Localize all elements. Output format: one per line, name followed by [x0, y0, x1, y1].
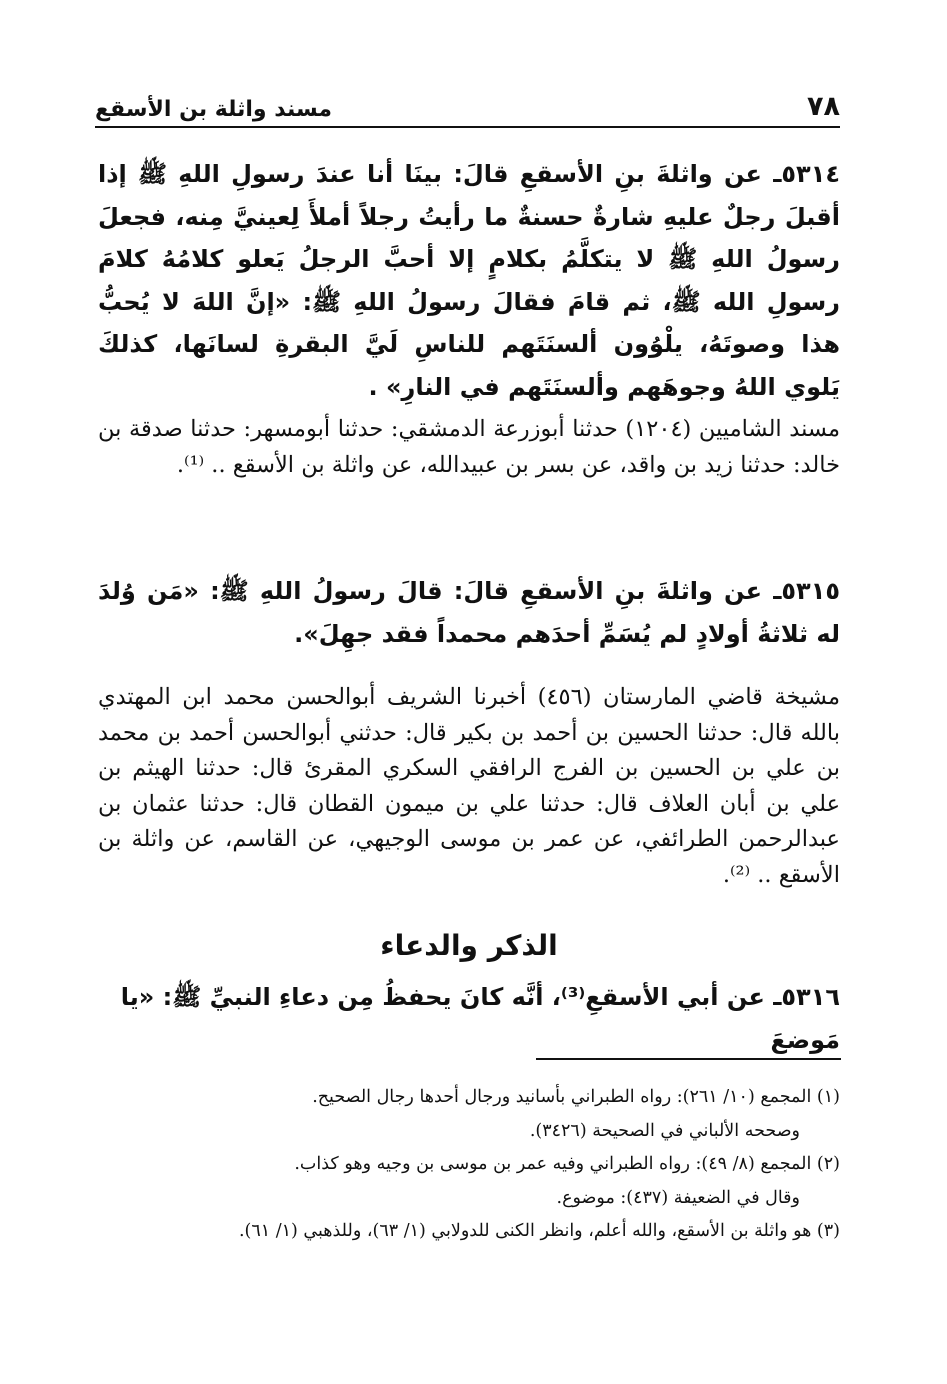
hadith-5314-text: ٥٣١٤ـ عن واثلةَ بنِ الأسقعِ قالَ: بينَا أنا عندَ رسولِ اللهِ ﷺ إذا أقبلَ رجلٌ عليهِ شارةٌ حسنةٌ ما رأيتُ رجلاً أملأَ لِعينيَّ مِنه، فجعلَ رسولُ اللهِ ﷺ لا يتكلَّمُ بكلامٍ إلا أحبَّ الرجلُ يَعلو كلامُهُ كلامَ رسولِ الله ﷺ، ثم قامَ فقالَ رسولُ اللهِ ﷺ: «إنَّ اللهَ لا يُحبُّ هذا وصوتَهُ، يلْوُون ألسنَتَهم للناسِ لَيَّ البقرةِ لسانَها، كذلكَ يَلوي اللهُ وجوهَهم وألسنَتَهم في النارِ» . — [98, 160, 840, 401]
hadith-5316-text: ٥٣١٦ـ عن أبي الأسقعِ⁽³⁾، أنَّه كانَ يحفظُ مِن دعاءِ النبيِّ ﷺ: «يا مَوضعَ — [120, 983, 840, 1054]
footnote-2: (٢) المجمع (٨/ ٤٩): رواه الطبراني وفيه عمر بن موسى بن وجيه وهو كذاب. — [294, 1154, 840, 1174]
footnote-1: (١) المجمع (١٠/ ٢٦١): رواه الطبراني بأسانيد ورجال أحدها رجال الصحيح. — [312, 1087, 840, 1107]
hadith-5314-source: مسند الشاميين (١٢٠٤) حدثنا أبوزرعة الدمشقي: حدثنا أبومسهر: حدثنا صدقة بن خالد: حدثنا زيد بن واقد، عن بسر بن عبيدالله، عن واثلة بن الأسقع .. ⁽¹⁾. — [98, 416, 840, 478]
footnote-3: (٣) هو واثلة بن الأسقع، والله أعلم، وانظر الكنى للدولابي (١/ ٦٣)، وللذهبي (١/ ٦١). — [238, 1221, 840, 1241]
footnote-rule — [536, 1058, 841, 1060]
book-title: مسند واثلة بن الأسقع — [95, 97, 332, 122]
footnote-1-continuation: وصححه الألباني في الصحيحة (٣٤٢٦). — [529, 1120, 800, 1141]
hadith-5315-text: ٥٣١٥ـ عن واثلةَ بنِ الأسقعِ قالَ: قالَ رسولُ اللهِ ﷺ: «مَن وُلدَ له ثلاثةُ أولادٍ لم يُسَمِّ أحدَهم محمداً فقد جهِلَ». — [98, 577, 840, 648]
header-rule — [95, 126, 840, 128]
footnotes — [98, 1081, 840, 1249]
section-heading: الذكر والدعاء — [380, 929, 558, 962]
page-number: ٧٨ — [807, 91, 840, 122]
hadith-5315-source: مشيخة قاضي المارستان (٤٥٦) أخبرنا الشريف أبوالحسن محمد ابن المهتدي بالله قال: حدثنا الحسين بن أحمد بن بكير قال: حدثني أبوالحسن أحمد بن محمد بن علي بن الحسين بن الفرج الرافقي السكري المقرئ قال: حدثنا الهيثم بن علي بن أبان العلاف قال: حدثنا علي بن ميمون القطان قال: حدثنا عثمان بن عبدالرحمن الطرائفي، عن عمر بن موسى الوجيهي، عن القاسم، عن واثلة بن الأسقع .. ⁽²⁾. — [98, 684, 840, 888]
running-head — [95, 86, 840, 122]
footnote-2-continuation: وقال في الضعيفة (٤٣٧): موضوع. — [556, 1187, 800, 1208]
